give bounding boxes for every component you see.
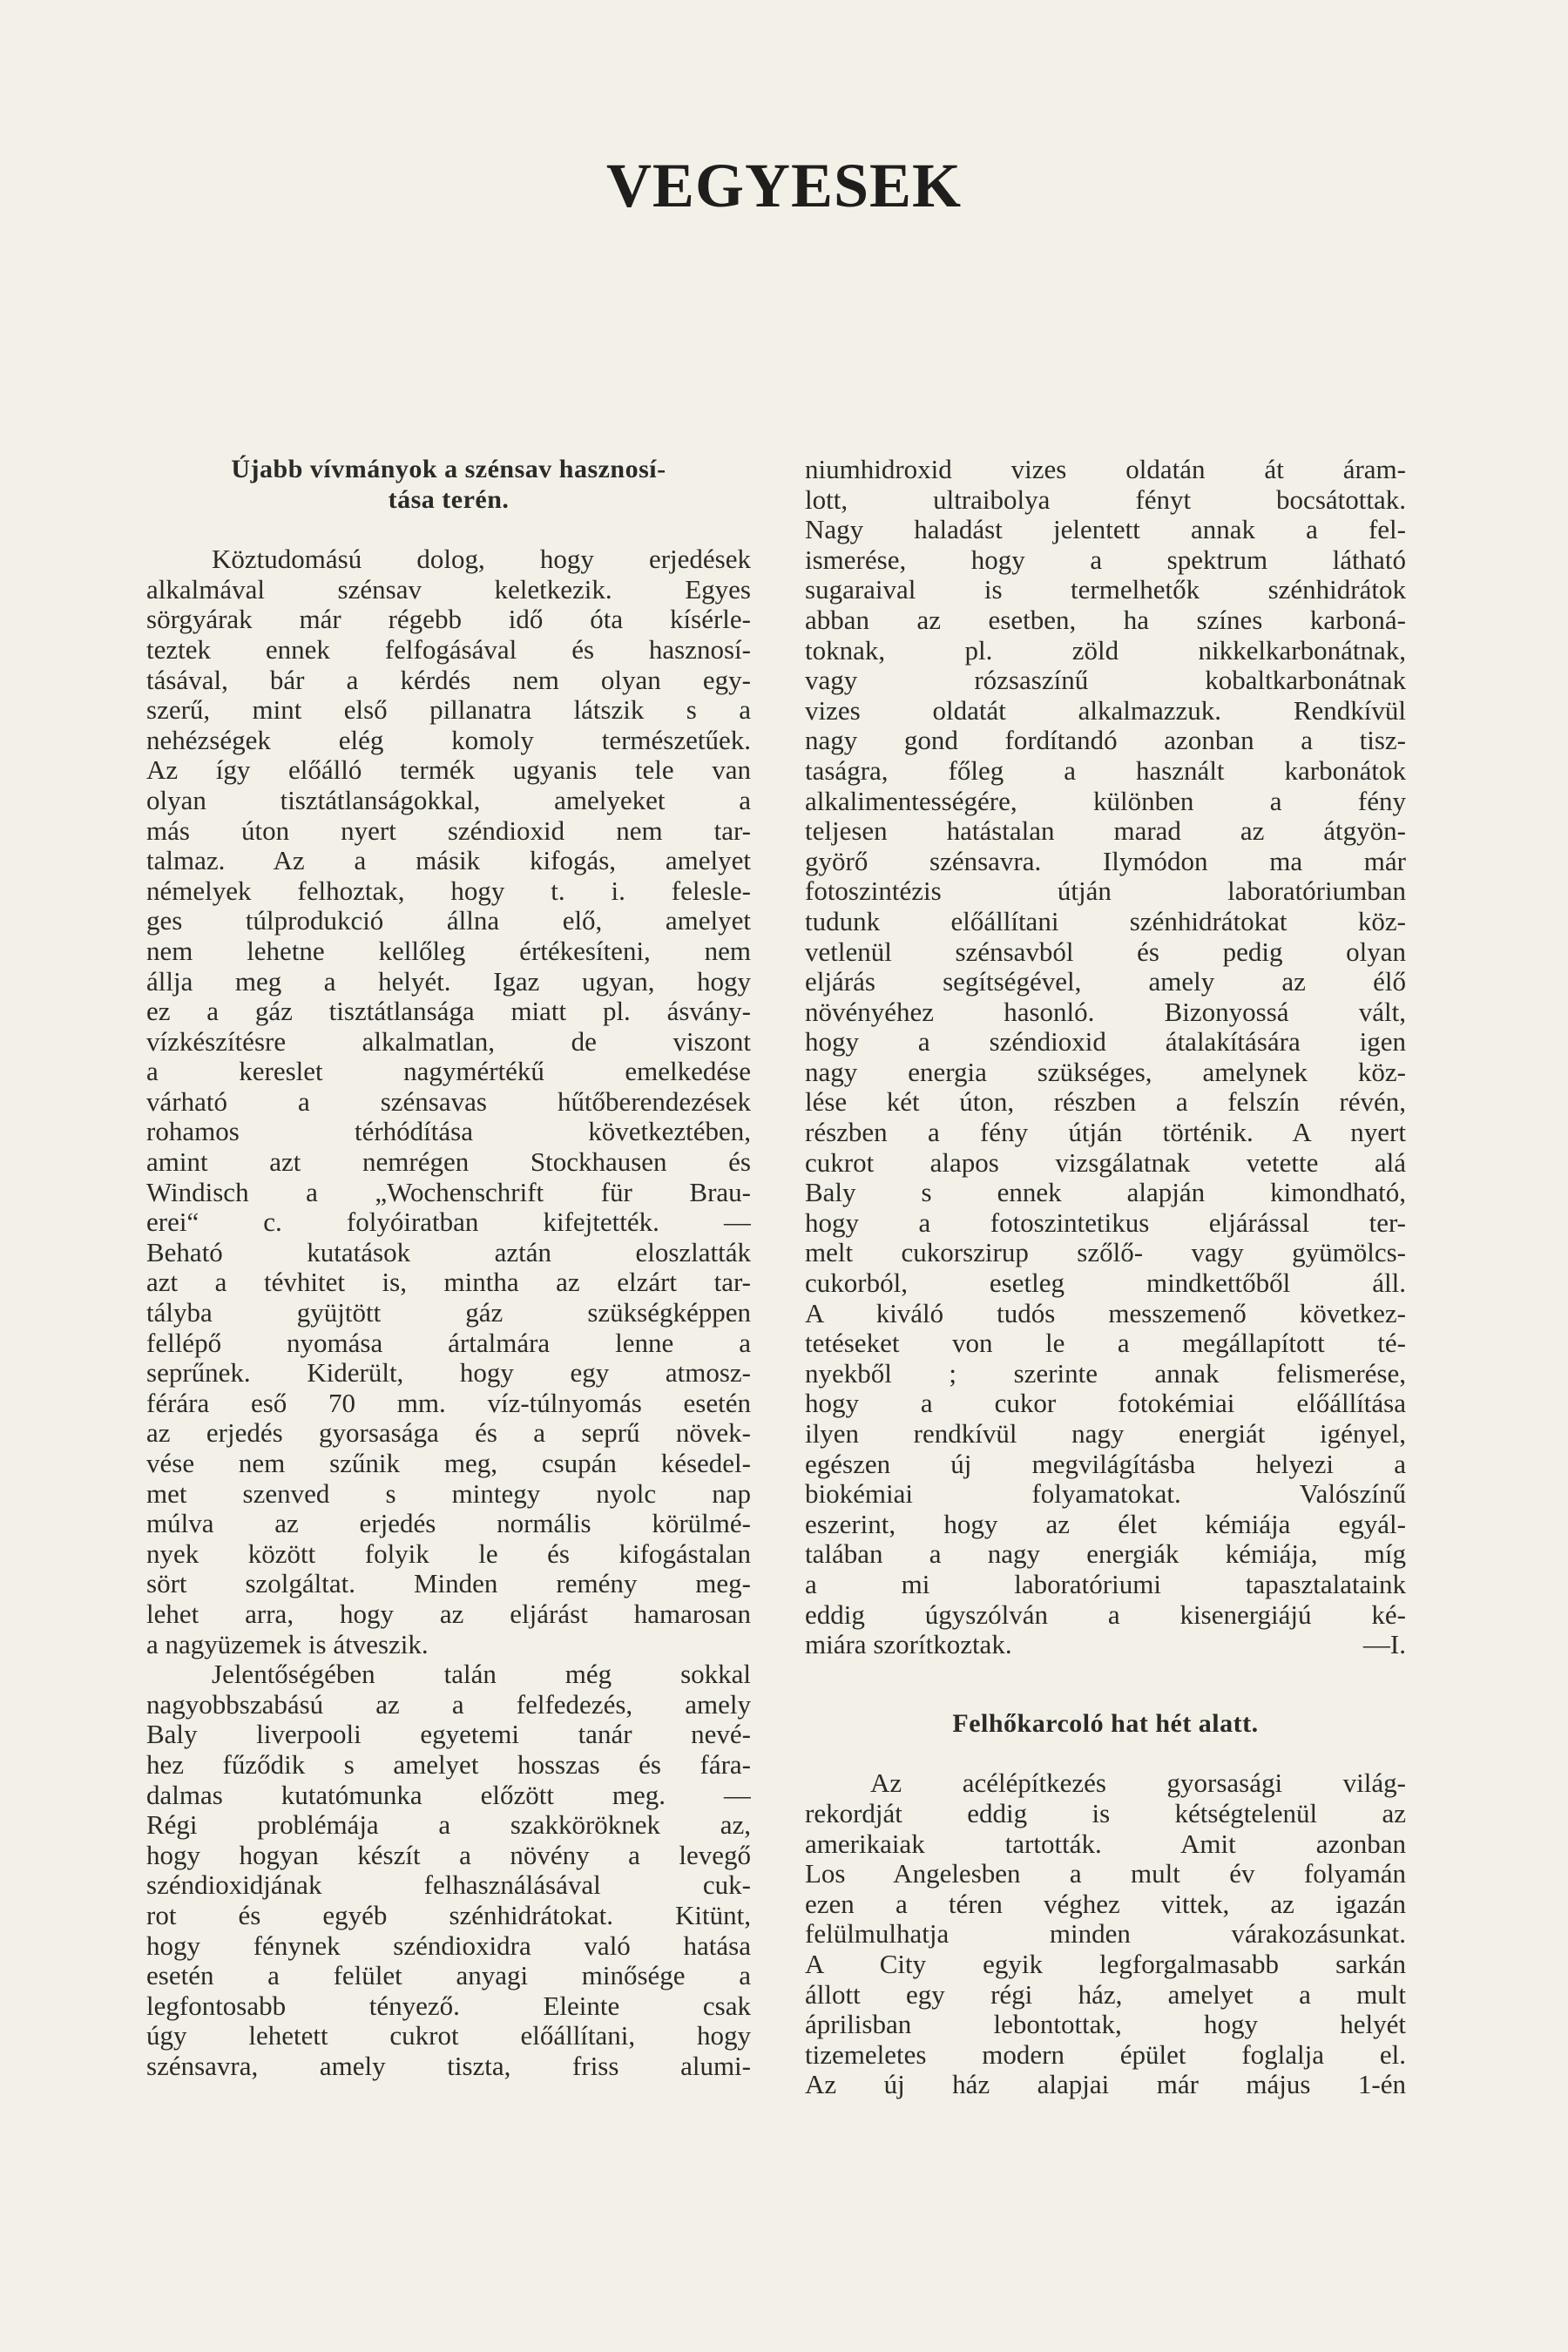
paragraph-line: nyek között folyik le és kifogástalan	[146, 1538, 751, 1569]
paragraph-line: az erjedés gyorsasága és a seprű növek-	[146, 1418, 751, 1449]
paragraph-line: nagy energia szükséges, amelynek köz-	[805, 1057, 1406, 1087]
paragraph-line: cukorból, esetleg mindkettőből áll.	[805, 1268, 1406, 1299]
paragraph-line: növényéhez hasonló. Bizonyossá vált,	[805, 997, 1406, 1027]
paragraph-line: met szenved s mintegy nyolc nap	[146, 1478, 751, 1509]
paragraph-line: nyekből ; szerinte annak felismerése,	[805, 1358, 1406, 1389]
paragraph-line: tályba gyüjtött gáz szükségképpen	[146, 1298, 751, 1328]
paragraph-line: hez fűződik s amelyet hosszas és fára-	[146, 1749, 751, 1780]
paragraph-line: nehézségek elég komoly természetűek.	[146, 725, 751, 755]
paragraph-line: úgy lehetett cukrot előállítani, hogy	[146, 2021, 751, 2051]
paragraph-line: Jelentőségében talán még sokkal	[212, 1659, 751, 1690]
paragraph-line: vése nem szűnik meg, csupán késedel-	[146, 1449, 751, 1478]
paragraph-line: lése két úton, részben a felszín révén,	[805, 1087, 1406, 1118]
paragraph-line: várható a szénsavas hűtőberendezések	[146, 1086, 751, 1117]
paragraph-line: lott, ultraibolya fényt bocsátottak.	[805, 484, 1406, 515]
paragraph-line: Az acélépítkezés gyorsasági világ-	[870, 1768, 1406, 1799]
paragraph-line: Windisch a „Wochenschrift für Brau-	[146, 1177, 751, 1207]
paragraph-line: eddig úgyszólván a kisenergiájú ké-	[805, 1599, 1406, 1630]
paragraph-line: vizes oldatát alkalmazzuk. Rendkívül	[805, 695, 1406, 726]
paragraph-line: amerikaiak tartották. Amit azonban	[805, 1828, 1406, 1859]
paragraph-line: talában a nagy energiák kémiája, míg	[805, 1539, 1406, 1570]
paragraph-line: fotoszintézis útján laboratóriumban	[805, 876, 1406, 907]
paragraph-line: Nagy haladást jelentett annak a fel-	[805, 515, 1406, 545]
paragraph-line: esetén a felület anyagi minősége a	[146, 1961, 751, 1991]
paragraph-line: talmaz. Az a másik kifogás, amelyet	[146, 846, 751, 876]
paragraph-line: egészen új megvilágításba helyezi a	[805, 1449, 1406, 1479]
paragraph-line: tásával, bár a kérdés nem olyan egy-	[146, 665, 751, 695]
paragraph-line: múlva az erjedés normális körülmé-	[146, 1509, 751, 1539]
paragraph-line: a kereslet nagymértékű emelkedése	[146, 1057, 751, 1087]
paragraph-line: ismerése, hogy a spektrum látható	[805, 544, 1406, 575]
paragraph-line: miára szorítkoztak.	[805, 1630, 1012, 1660]
paragraph-line: némelyek felhoztak, hogy t. i. felesle-	[146, 875, 751, 906]
page-title: VEGYESEK	[605, 151, 963, 220]
paragraph-line: Los Angelesben a mult év folyamán	[805, 1859, 1406, 1889]
paragraph-line: nagy gond fordítandó azonban a tisz-	[805, 726, 1406, 756]
left-column	[146, 455, 751, 2081]
paragraph-line: sugaraival is termelhetők szénhidrátok	[805, 575, 1406, 605]
paragraph-line: A City egyik legforgalmasabb sarkán	[805, 1949, 1406, 1979]
closing-line	[805, 1630, 1406, 1660]
paragraph-line: széndioxidjának felhasználásával cuk-	[146, 1870, 751, 1901]
paragraph-line: taságra, főleg a használt karbonátok	[805, 755, 1406, 786]
paragraph-line: cukrot alapos vizsgálatnak vetette alá	[805, 1147, 1406, 1178]
paragraph-line: tizemeletes modern épület foglalja el.	[805, 2039, 1406, 2070]
paragraph-line: rot és egyéb szénhidrátokat. Kitünt,	[146, 1900, 751, 1930]
paragraph-line: teljesen hatástalan marad az átgyön-	[805, 816, 1406, 847]
paragraph-line: Baly s ennek alapján kimondható,	[805, 1178, 1406, 1208]
paragraph-line: alkalimentességére, különben a fény	[805, 786, 1406, 816]
paragraph-line: eljárás segítségével, amely az élő	[805, 967, 1406, 997]
paragraph-line: lehet arra, hogy az eljárást hamarosan	[146, 1598, 751, 1629]
paragraph-line: amint azt nemrégen Stockhausen és	[146, 1147, 751, 1178]
paragraph-line: szerű, mint első pillanatra látszik s a	[146, 695, 751, 726]
paragraph-line: sört szolgáltat. Minden remény meg-	[146, 1569, 751, 1599]
paragraph-line: Beható kutatások aztán eloszlatták	[146, 1237, 751, 1267]
paragraph-line: hogy a cukor fotokémiai előállítása	[805, 1389, 1406, 1419]
paragraph-line: alkalmával szénsav keletkezik. Egyes	[146, 574, 751, 605]
article-heading: tása terén.	[388, 484, 510, 514]
paragraph-line: melt cukorszirup szőlő- vagy gyümölcs-	[805, 1238, 1406, 1268]
paragraph-line: legfontosabb tényező. Eleinte csak	[146, 1990, 751, 2021]
paragraph-line: ez a gáz tisztátlansága miatt pl. ásvány-	[146, 997, 751, 1027]
paragraph-line: állja meg a helyét. Igaz ugyan, hogy	[146, 966, 751, 997]
paragraph-line: azt a tévhitet is, mintha az elzárt tar-	[146, 1267, 751, 1298]
paragraph-line: a mi laboratóriumi tapasztalataink	[805, 1569, 1406, 1599]
paragraph-line: rohamos térhódítása következtében,	[146, 1117, 751, 1147]
paragraph-line: tudunk előállítani szénhidrátokat köz-	[805, 906, 1406, 936]
paragraph-line: hogy a széndioxid átalakítására igen	[805, 1027, 1406, 1058]
right-column	[805, 455, 1406, 2100]
paragraph-line: hogy a fotoszintetikus eljárással ter-	[805, 1207, 1406, 1238]
article-heading: Felhőkarcoló hat hét alatt.	[952, 1708, 1259, 1738]
paragraph-line: ilyen rendkívül nagy energiát igényel,	[805, 1419, 1406, 1449]
paragraph-line: fellépő nyomása ártalmára lenne a	[146, 1328, 751, 1358]
paragraph-line: Köztudomású dolog, hogy erjedések	[212, 544, 751, 575]
paragraph-line: más úton nyert széndioxid nem tar-	[146, 815, 751, 846]
signature: —I.	[1362, 1630, 1406, 1660]
paragraph-line: A kiváló tudós messzemenő következ-	[805, 1298, 1406, 1328]
paragraph-line: szénsavra, amely tiszta, friss alumi-	[146, 2051, 751, 2081]
paragraph-line: seprűnek. Kiderült, hogy egy atmosz-	[146, 1358, 751, 1389]
paragraph-line: vagy rózsaszínű kobaltkarbonátnak	[805, 666, 1406, 696]
paragraph-line: Az így előálló termék ugyanis tele van	[146, 755, 751, 786]
paragraph-line: áprilisban lebontottak, hogy helyét	[805, 2010, 1406, 2040]
paragraph-line: dalmas kutatómunka előzött meg. —	[146, 1780, 751, 1810]
paragraph-line: tetéseket von le a megállapított té-	[805, 1328, 1406, 1359]
paragraph-line: olyan tisztátlanságokkal, amelyeket a	[146, 785, 751, 815]
paragraph-line: eszerint, hogy az élet kémiája egyál-	[805, 1509, 1406, 1539]
paragraph-line: erei“ c. folyóiratban kifejtették. —	[146, 1207, 751, 1238]
paragraph-line: Az új ház alapjai már május 1-én	[805, 2070, 1406, 2100]
article-heading: Újabb vívmányok a szénsav hasznosí-	[231, 455, 666, 483]
paragraph-line: ges túlprodukció állna elő, amelyet	[146, 906, 751, 936]
paragraph-line: nem lehetne kellőleg értékesíteni, nem	[146, 936, 751, 966]
paragraph-line: nagyobbszabású az a felfedezés, amely	[146, 1689, 751, 1720]
paragraph-line: teztek ennek felfogásával és hasznosí-	[146, 634, 751, 665]
paragraph-line: hogy fénynek széndioxidra való hatása	[146, 1930, 751, 1961]
paragraph-line: vízkészítésre alkalmatlan, de viszont	[146, 1026, 751, 1057]
paragraph-line: Régi problémája a szakköröknek az,	[146, 1810, 751, 1841]
paragraph-line: abban az esetben, ha színes karboná-	[805, 605, 1406, 635]
paragraph-line: ezen a téren véghez vittek, az igazán	[805, 1889, 1406, 1919]
paragraph-line: biokémiai folyamatokat. Valószínű	[805, 1479, 1406, 1510]
paragraph-line: vetlenül szénsavból és pedig olyan	[805, 936, 1406, 967]
paragraph-line: Baly liverpooli egyetemi tanár nevé-	[146, 1720, 751, 1750]
paragraph-line: sörgyárak már régebb idő óta kísérle-	[146, 605, 751, 635]
paragraph-line: toknak, pl. zöld nikkelkarbonátnak,	[805, 635, 1406, 666]
paragraph-line: a nagyüzemek is átveszik.	[146, 1629, 429, 1659]
paragraph-line: györő szénsavra. Ilymódon ma már	[805, 846, 1406, 876]
paragraph-line: állott egy régi ház, amelyet a mult	[805, 1979, 1406, 2010]
paragraph-line: férára eső 70 mm. víz-túlnyomás esetén	[146, 1388, 751, 1418]
paragraph-line: felülmulhatja minden várakozásunkat.	[805, 1919, 1406, 1950]
paragraph-line: rekordját eddig is kétségtelenül az	[805, 1798, 1406, 1828]
paragraph-line: részben a fény útján történik. A nyert	[805, 1118, 1406, 1148]
paragraph-line: hogy hogyan készít a növény a levegő	[146, 1840, 751, 1870]
paragraph-line: niumhidroxid vizes oldatán át áram-	[805, 455, 1406, 484]
